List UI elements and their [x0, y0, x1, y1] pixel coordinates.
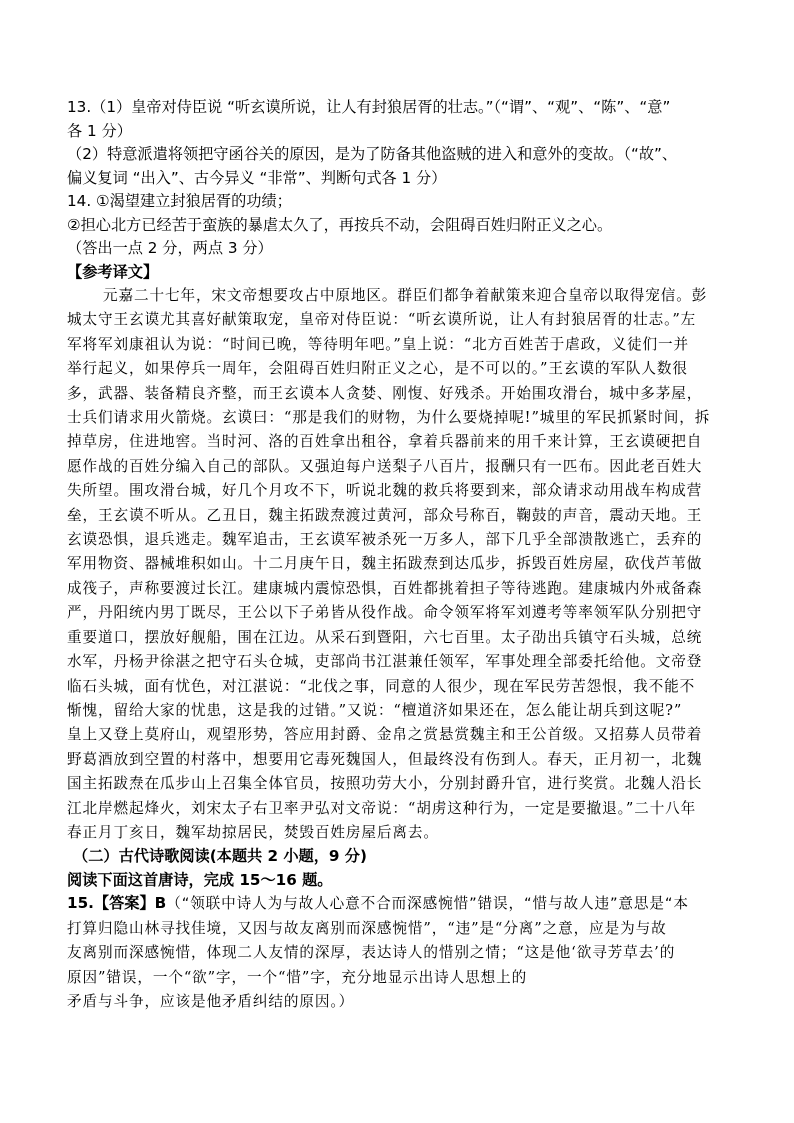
q15-answer-label: 15.【答案】B	[67, 894, 167, 913]
q14-line-3: （答出一点 2 分，两点 3 分）	[67, 239, 273, 257]
q14-line-1: 14. ①渴望建立封狼居胥的功绩；	[67, 192, 292, 210]
translation-paragraph	[67, 284, 729, 845]
q15-line-4: 原因”错误，一个“欲”字，一个“惜”字，充分地显示出诗人思想上的	[67, 968, 528, 986]
q13-line-2: 各 1 分）	[67, 121, 132, 140]
translation-line: 皇上又登上莫府山，观望形势，答应用封爵、金帛之赏悬赏魏主和王公首级。又招募人员带着	[67, 726, 703, 744]
q13-line-1: 13.（1）皇帝对侍臣说 “听玄谟所说，让人有封狼居胥的壮志。”（“谓”、“观”、“陈”、“意”	[67, 98, 671, 116]
q15-line-3: 友离别而深感惋惜，体现二人友情的深厚，表达诗人的惜别之情；“这是他‘欲寻芳草去’的	[67, 944, 676, 962]
q15-line-1	[67, 892, 729, 916]
translation-line: 国主拓跋焘在瓜步山上召集全体官员，按照功劳大小，分别封爵升官，进行奖赏。北魏人沿长	[67, 775, 703, 793]
q15-line-5: 矛盾与斗争，应该是他矛盾纠结的原因。）	[67, 992, 355, 1010]
translation-line: 江北岸燃起烽火，刘宋太子右卫率尹弘对文帝说：“胡虏这种行为，一定是要撤退。”二十八年	[67, 799, 697, 817]
translation-line: 军将军刘康祖认为说：“时间已晚，等待明年吧。”皇上说：“北方百姓苦于虐政，义徒们一并	[67, 335, 690, 353]
translation-line: 垒，王玄谟不听从。乙丑日，魏主拓跋焘渡过黄河，部众号称百，鞠鼓的声音，震动天地。王	[67, 506, 703, 524]
translation-line: 水军，丹杨尹徐湛之把守石头仓城，吏部尚书江湛兼任领军，军事处理全部委托给他。文帝登	[67, 653, 703, 671]
translation-line: 掉草房，住进地窖。当时河、洛的百姓拿出租谷，拿着兵器前来的用千来计算，王玄谟硬把自	[67, 433, 703, 451]
translation-line: 士兵们请求用火箭烧。玄谟曰：“那是我们的财物，为什么要烧掉呢!”城里的军民抓紧时间，拆	[67, 409, 711, 427]
q15-line-2: 打算归隐山林寻找佳境，又因与故友离别而深感惋惜”，“违”是“分离”之意，应是为与故	[67, 919, 667, 937]
reference-translation-heading: 【参考译文】	[67, 262, 159, 281]
translation-line: 惭愧，留给大家的忧患，这是我的过错。”又说：“檀道济如果还在，怎么能让胡兵到这呢?”	[67, 701, 683, 719]
q13-line-3: （2）特意派遣将领把守函谷关的原因，是为了防备其他盗贼的进入和意外的变故。（“故”、	[67, 145, 678, 163]
section-2-heading: （二）古代诗歌阅读(本题共 2 小题，9 分)	[73, 847, 367, 866]
translation-line: 多，武器、装备精良齐整，而王玄谟本人贪婪、刚愎、好残杀。开始围攻滑台，城中多茅屋，	[67, 384, 703, 402]
translation-line: 玄谟恐惧，退兵逃走。魏军追击，王玄谟军被杀死一万多人，部下几乎全部溃散逃亡，丢弃的	[67, 531, 703, 549]
q15-answer-explanation: （“领联中诗人为与故人心意不合而深感惋惜”错误，“惜与故人违”意思是“本	[166, 895, 689, 913]
translation-line: 临石头城，面有忧色，对江湛说：“北伐之事，同意的人很少，现在军民劳苦怨恨，我不能不	[67, 677, 696, 695]
translation-line: 失所望。围攻滑台城，好几个月攻不下，听说北魏的救兵将要到来，部众请求动用战车构成营	[67, 482, 703, 500]
translation-line: 举行起义，如果停兵一周年，会阻碍百姓归附正义之心，是不可以的。”王玄谟的军队人数很	[67, 360, 688, 378]
translation-line: 严，丹阳统内男丁既尽，王公以下子弟皆从役作战。命令领军将军刘遵考等率领军队分别把守	[67, 604, 703, 622]
translation-line: 野葛酒放到空置的村落中，想要用它毒死魏国人，但最终没有伤到人。春天，正月初一，北魏	[67, 750, 703, 768]
translation-line: 军用物资、器械堆积如山。十二月庚午日，魏主拓跋焘到达瓜步，拆毁百姓房屋，砍伐芦苇做	[67, 555, 703, 573]
translation-line: 城太守王玄谟尤其喜好献策取宠，皇帝对侍臣说：“听玄谟所说，让人有封狼居胥的壮志。”左	[67, 311, 697, 329]
reading-prompt: 阅读下面这首唐诗，完成 15～16 题。	[67, 870, 333, 889]
document-content	[67, 96, 729, 1014]
translation-line: 春正月丁亥日，魏军劫掠居民，焚毁百姓房屋后离去。	[67, 823, 439, 841]
translation-line: 成筏子，声称要渡过长江。建康城内震惊恐惧，百姓都挑着担子等待逃跑。建康城内外戒备森	[67, 579, 703, 597]
translation-line: 重要道口，摆放好舰船，围在江边。从采石到暨阳，六七百里。太子劭出兵镇守石头城，总统	[67, 628, 703, 646]
translation-line: 愿作战的百姓分编入自己的部队。又强迫每户送梨子八百片，报酬只有一匹布。因此老百姓大	[67, 457, 703, 475]
q14-line-2: ②担心北方已经苦于蛮族的暴虐太久了，再按兵不动，会阻碍百姓归附正义之心。	[67, 215, 613, 234]
translation-line: 元嘉二十七年，宋文帝想要攻占中原地区。群臣们都争着献策来迎合皇帝以取得宠信。彭	[103, 287, 708, 304]
q13-line-4: 偏义复词 “出入”、古今异义 “非常”、判断句式各 1 分）	[67, 168, 447, 187]
